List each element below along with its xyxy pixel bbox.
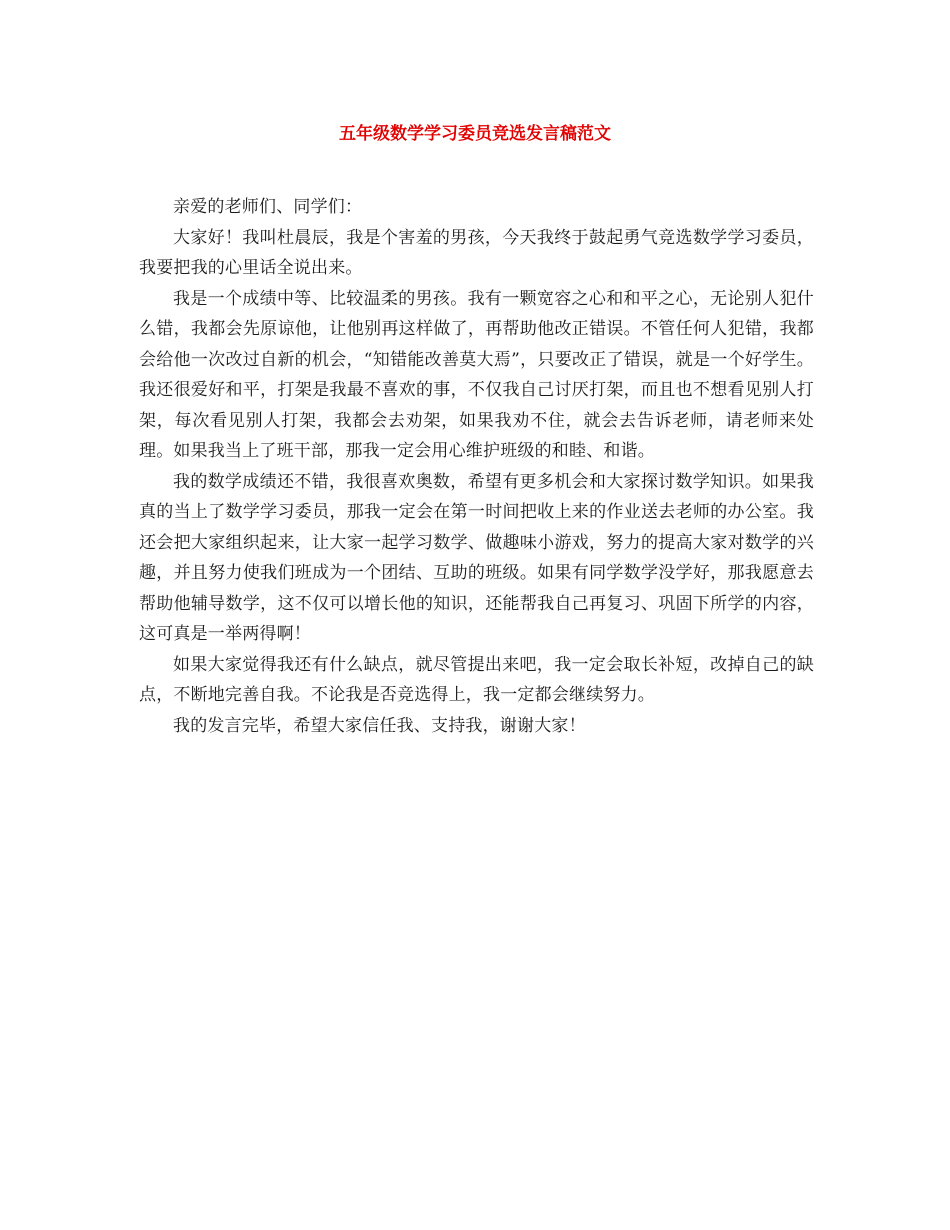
greeting-paragraph: 大家好！我叫杜晨辰，我是个害羞的男孩，今天我终于鼓起勇气竞选数学学习委员，我要把我的心里话全说出来。 <box>139 227 814 278</box>
shortcomings-paragraph: 如果大家觉得我还有什么缺点，就尽管提出来吧，我一定会取长补短，改掉自己的缺点，不断地完善自我。不论我是否竞选得上，我一定都会继续努力。 <box>139 654 814 705</box>
character-paragraph: 我是一个成绩中等、比较温柔的男孩。我有一颗宽容之心和和平之心，无论别人犯什么错，我都会先原谅他，让他别再这样做了，再帮助他改正错误。不管任何人犯错，我都会给他一次改过自新的机会，“知错能改善莫大焉”，只要改正了错误，就是一个好学生。我还很爱好和平，打架是我最不喜欢的事，不仅我自己讨厌打架，而且也不想看见别人打架，每次看见别人打架，我都会去劝架，如果我劝不住，就会去告诉老师，请老师来处理。如果我当上了班干部，那我一定会用心维护班级的和睦、和谐。 <box>139 288 814 461</box>
closing-paragraph: 我的发言完毕，希望大家信任我、支持我，谢谢大家！ <box>173 715 586 736</box>
salutation-paragraph: 亲爱的老师们、同学们： <box>173 197 363 217</box>
document-body <box>139 192 814 741</box>
document-title: 五年级数学学习委员竞选发言稿范文 <box>339 124 611 144</box>
math-paragraph: 我的数学成绩还不错，我很喜欢奥数，希望有更多机会和大家探讨数学知识。如果我真的当上了数学学习委员，那我一定会在第一时间把收上来的作业送去老师的办公室。我还会把大家组织起来，让大家一起学习数学、做趣味小游戏，努力的提高大家对数学的兴趣，并且努力使我们班成为一个团结、互助的班级。如果有同学数学没学好，那我愿意去帮助他辅导数学，这不仅可以增长他的知识，还能帮我自己再复习、巩固下所学的内容，这可真是一举两得啊！ <box>139 471 814 644</box>
